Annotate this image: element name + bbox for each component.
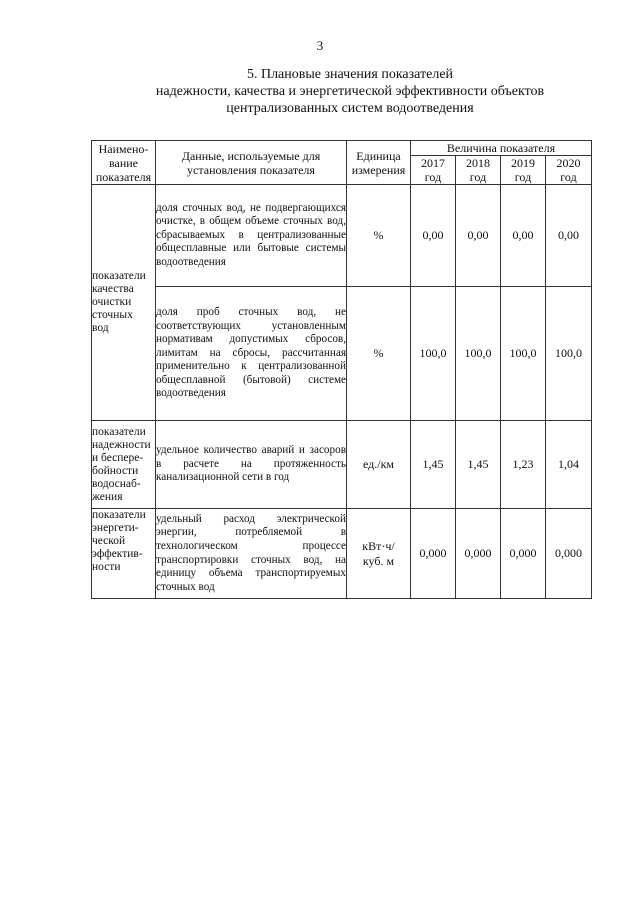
indicator-description: доля проб сточных вод, не соответствующих установленным нормативам допустимых сбросов, лимитам на сбросы, рассчитанная применительно к централизованной общесплавной (бытовой) системе водоотведения bbox=[156, 287, 347, 421]
value-cell: 0,00 bbox=[501, 185, 546, 287]
value-cell: 0,000 bbox=[411, 509, 456, 599]
indicator-group-name: показатели надежности и беспере- бойности водоснаб- жения bbox=[92, 421, 156, 509]
unit-cell: кВт·ч/ куб. м bbox=[347, 509, 411, 599]
value-cell: 0,00 bbox=[546, 185, 592, 287]
unit-cell: % bbox=[347, 185, 411, 287]
indicator-description: доля сточных вод, не подвергающихся очистке, в общем объеме сточных вод, сбрасываемых в централизованные общесплавные или бытовые системы водоотведения bbox=[156, 185, 347, 287]
indicator-description: удельный расход электрической энергии, потребляемой в технологическом процессе транспортировки сточных вод, на единицу объема транспортируемых сточных вод bbox=[156, 509, 347, 599]
header-name: Наимено- вание показателя bbox=[92, 141, 156, 185]
value-cell: 1,04 bbox=[546, 421, 592, 509]
header-value: Величина показателя bbox=[411, 141, 592, 156]
value-cell: 100,0 bbox=[456, 287, 501, 421]
value-cell: 0,000 bbox=[546, 509, 592, 599]
value-cell: 0,00 bbox=[411, 185, 456, 287]
value-cell: 1,23 bbox=[501, 421, 546, 509]
value-cell: 100,0 bbox=[501, 287, 546, 421]
unit-cell: % bbox=[347, 287, 411, 421]
document-title bbox=[60, 66, 640, 117]
table-row bbox=[92, 287, 592, 421]
table-row bbox=[92, 421, 592, 509]
value-cell: 100,0 bbox=[546, 287, 592, 421]
table-row bbox=[92, 185, 592, 287]
unit-cell: ед./км bbox=[347, 421, 411, 509]
table-row bbox=[92, 509, 592, 599]
value-cell: 0,00 bbox=[456, 185, 501, 287]
title-line-3: централизованных систем водоотведения bbox=[226, 101, 474, 116]
value-cell: 1,45 bbox=[411, 421, 456, 509]
indicators-table bbox=[91, 140, 592, 599]
indicator-group-name: показатели качества очистки сточных вод bbox=[92, 185, 156, 421]
header-year-2020: 2020 год bbox=[546, 156, 592, 185]
header-year-2017: 2017 год bbox=[411, 156, 456, 185]
header-year-2018: 2018 год bbox=[456, 156, 501, 185]
value-cell: 100,0 bbox=[411, 287, 456, 421]
value-cell: 1,45 bbox=[456, 421, 501, 509]
page-number: 3 bbox=[316, 38, 324, 53]
header-year-2019: 2019 год bbox=[501, 156, 546, 185]
value-cell: 0,000 bbox=[456, 509, 501, 599]
value-cell: 0,000 bbox=[501, 509, 546, 599]
title-line-2: надежности, качества и энергетической эффективности объектов bbox=[155, 84, 545, 99]
indicator-description: удельное количество аварий и засоров в расчете на протяженность канализационной сети в год bbox=[156, 421, 347, 509]
title-line-1: 5. Плановые значения показателей bbox=[246, 67, 454, 82]
header-unit: Единица измерения bbox=[347, 141, 411, 185]
indicator-group-name: показатели энергети- ческой эффектив- ности bbox=[92, 509, 156, 599]
header-data: Данные, используемые для установления показателя bbox=[156, 141, 347, 185]
